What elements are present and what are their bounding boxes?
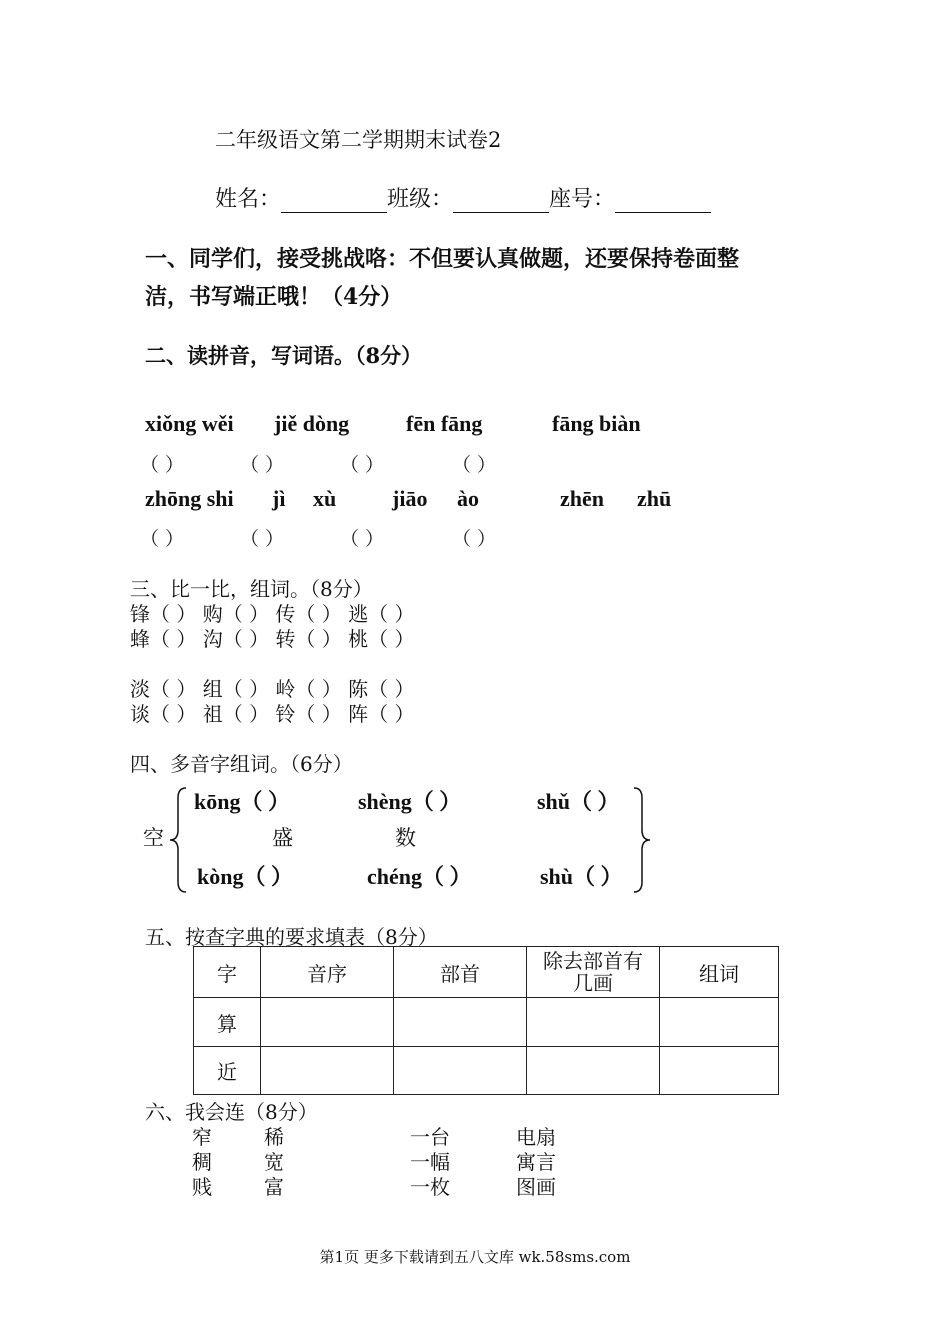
table-header: 部首 [394, 947, 527, 998]
compare-row: 锋（ ） 购（ ） 传（ ） 逃（ ） [130, 602, 415, 626]
match-item[interactable]: 富 [264, 1175, 284, 1199]
answer-blank[interactable]: （ ） [452, 454, 497, 476]
answer-cell[interactable] [660, 998, 779, 1047]
sec6-heading: 六、我会连（8分） [145, 1100, 318, 1124]
match-item[interactable]: 稀 [264, 1125, 284, 1149]
name-label: 姓名： [215, 187, 282, 212]
match-item[interactable]: 贱 [192, 1175, 212, 1199]
page-footer: 第1页 更多下载请到五八文库 wk.58sms.com [319, 1248, 631, 1266]
answer-blank[interactable]: （ ） [140, 528, 185, 550]
page-title: 二年级语文第二学期期末试卷2 [215, 128, 502, 152]
match-item[interactable]: 稠 [192, 1150, 212, 1174]
compare-row: 淡（ ） 组（ ） 岭（ ） 陈（ ） [130, 677, 415, 701]
class-blank[interactable] [453, 188, 549, 213]
sec5-heading: 五、按查字典的要求填表（8分） [145, 925, 438, 949]
compare-row: 谈（ ） 祖（ ） 铃（ ） 阵（ ） [130, 702, 415, 726]
pinyin-9: ào [457, 486, 479, 511]
header-line: 除去部首有 [543, 949, 643, 973]
polyphone-char: 盛 [272, 826, 293, 850]
answer-cell[interactable] [527, 998, 660, 1047]
table-row [194, 998, 779, 1047]
answer-blank[interactable]: （ ） [340, 528, 385, 550]
name-blank[interactable] [281, 188, 387, 213]
pinyin-8: jiāo [392, 486, 428, 511]
answer-cell[interactable] [527, 1047, 660, 1095]
pinyin-6: jì [272, 486, 286, 511]
pinyin-1: xiǒng wěi [145, 411, 234, 436]
match-item[interactable]: 一枚 [410, 1175, 450, 1199]
compare-row: 蜂（ ） 沟（ ） 转（ ） 桃（ ） [130, 627, 415, 651]
table-cell: 近 [194, 1047, 261, 1095]
answer-blank[interactable]: （ ） [140, 454, 185, 476]
answer-cell[interactable] [660, 1047, 779, 1095]
match-item[interactable]: 一台 [410, 1125, 450, 1149]
sec1-line1: 一、同学们，接受挑战咯：不但要认真做题，还要保持卷面整 [145, 246, 740, 272]
match-item[interactable]: 电扇 [516, 1125, 556, 1149]
answer-cell[interactable] [261, 1047, 394, 1095]
match-item[interactable]: 宽 [264, 1150, 284, 1174]
sec1-line2: 洁，书写端正哦！（4分） [145, 284, 403, 310]
answer-blank[interactable]: （ ） [240, 528, 285, 550]
polyphone-top: shǔ（ ） [537, 789, 620, 814]
student-info [215, 182, 711, 213]
dictionary-table [193, 946, 779, 1095]
table-header: 音序 [261, 947, 394, 998]
answer-blank[interactable]: （ ） [340, 454, 385, 476]
polyphone-bottom: chéng（ ） [367, 864, 472, 889]
header-line: 几画 [573, 971, 613, 995]
pinyin-5: zhōng shi [145, 486, 234, 511]
answer-cell[interactable] [261, 998, 394, 1047]
pinyin-2: jiě dòng [274, 411, 350, 436]
left-brace-icon [168, 786, 190, 894]
polyphone-top: shèng（ ） [358, 789, 462, 814]
sec2-heading: 二、读拼音，写词语。（8分） [145, 343, 423, 368]
seat-blank[interactable] [615, 188, 711, 213]
answer-blank[interactable]: （ ） [452, 528, 497, 550]
polyphone-char: 数 [395, 826, 416, 850]
pinyin-4: fāng biàn [552, 411, 641, 436]
table-row [194, 1047, 779, 1095]
polyphone-char: 空 [143, 826, 164, 850]
pinyin-11: zhū [637, 486, 672, 511]
pinyin-3: fēn fāng [406, 411, 483, 436]
pinyin-10: zhēn [560, 486, 604, 511]
table-header: 字 [194, 947, 261, 998]
sec3-heading: 三、比一比，组词。（8分） [130, 577, 373, 601]
pinyin-7: xù [313, 486, 337, 511]
match-item[interactable]: 窄 [192, 1125, 212, 1149]
class-label: 班级： [387, 187, 454, 212]
polyphone-bottom: kòng（ ） [197, 864, 293, 889]
match-item[interactable]: 寓言 [516, 1150, 556, 1174]
table-header: 组词 [660, 947, 779, 998]
polyphone-top: kōng（ ） [194, 789, 290, 814]
answer-cell[interactable] [394, 998, 527, 1047]
answer-cell[interactable] [394, 1047, 527, 1095]
match-item[interactable]: 一幅 [410, 1150, 450, 1174]
match-item[interactable]: 图画 [516, 1175, 556, 1199]
seat-label: 座号： [549, 187, 616, 212]
right-brace-icon [630, 786, 652, 894]
table-header [527, 947, 660, 998]
sec4-heading: 四、多音字组词。（6分） [130, 752, 353, 776]
polyphone-bottom: shù（ ） [540, 864, 623, 889]
table-cell: 算 [194, 998, 261, 1047]
answer-blank[interactable]: （ ） [240, 454, 285, 476]
